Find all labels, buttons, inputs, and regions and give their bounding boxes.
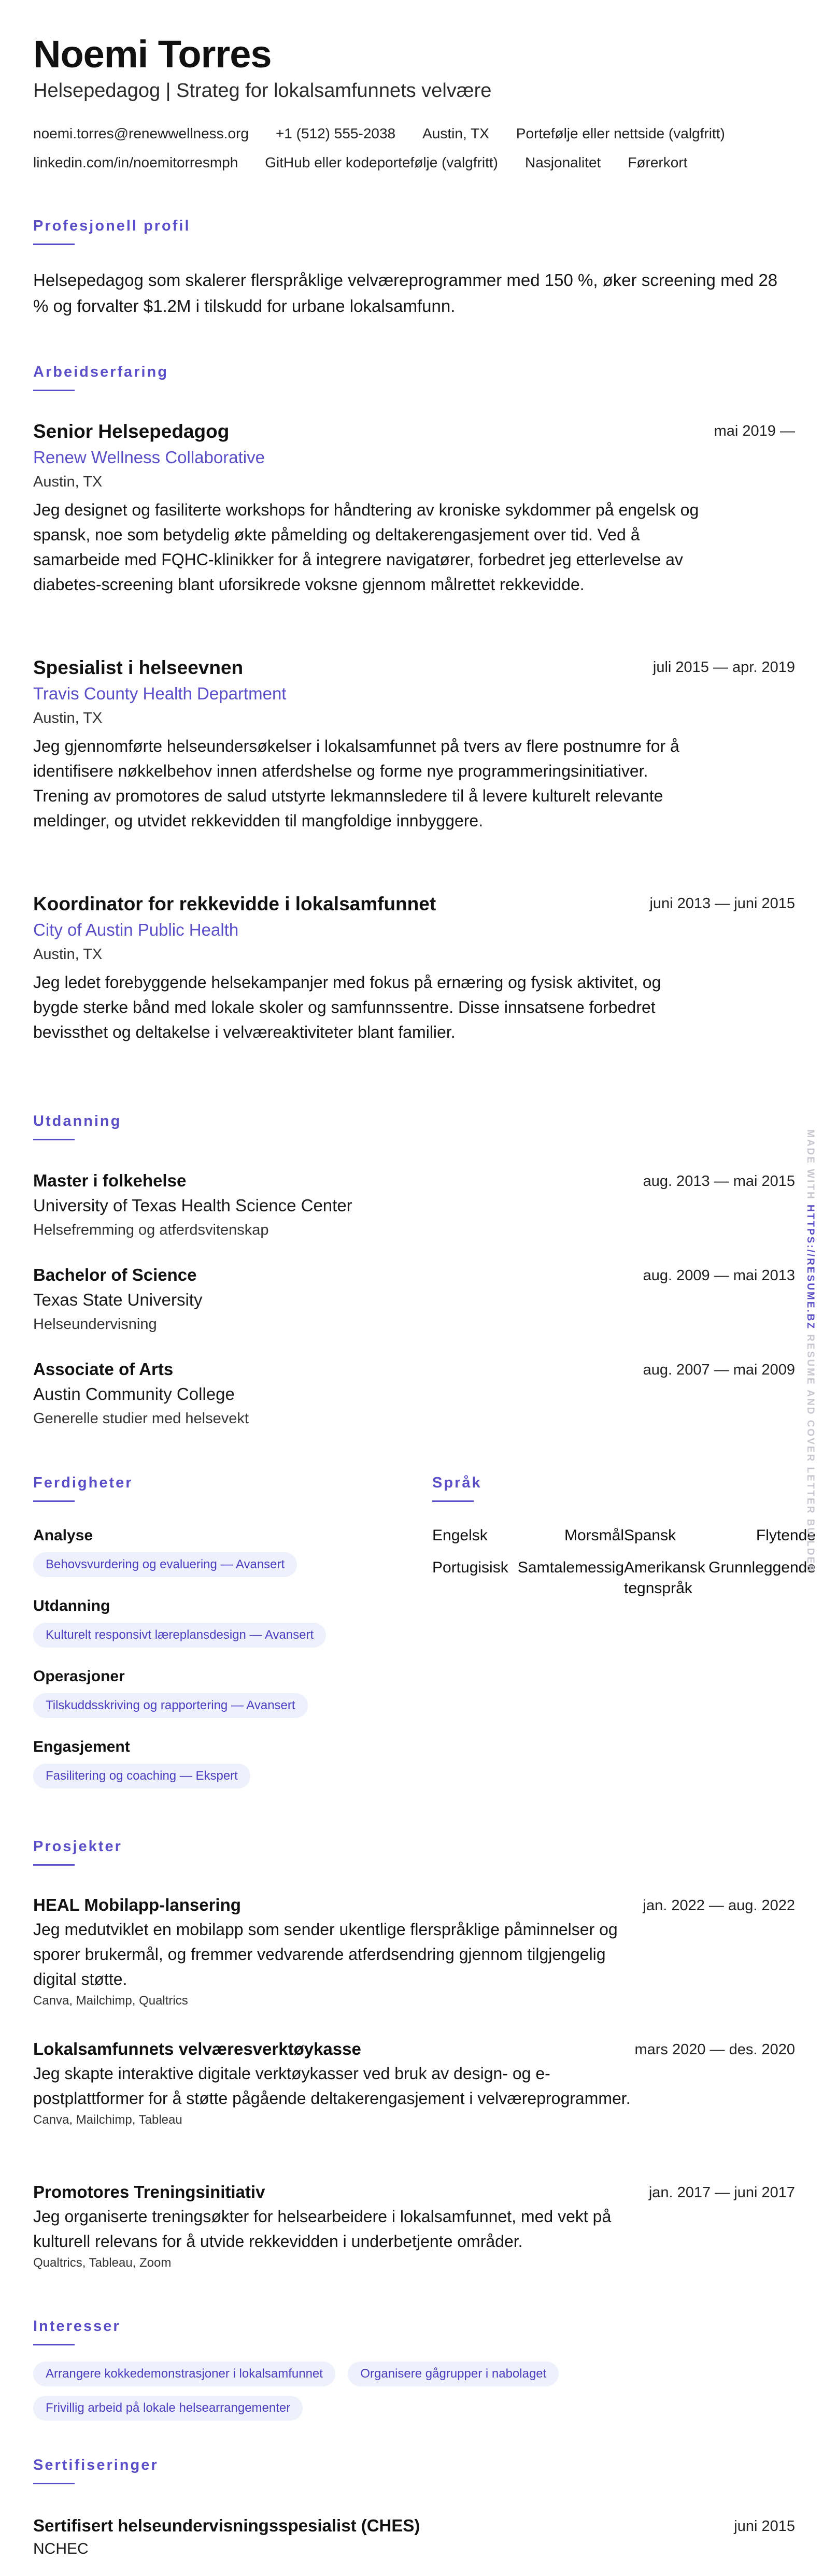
contact-linkedin[interactable]: linkedin.com/in/noemitorresmph: [33, 154, 238, 170]
project-dates: jan. 2017 — juni 2017: [648, 2184, 795, 2201]
project-title: HEAL Mobilapp-lansering: [33, 1895, 241, 1914]
watermark-suffix: RESUME AND COVER LETTER BUILDER: [805, 1334, 816, 1574]
field-of-study: Helseundervisning: [33, 1316, 157, 1333]
language-name: Amerikansk tegnspråk: [624, 1559, 705, 1597]
project-entry: [33, 1893, 795, 2010]
contact-github[interactable]: GitHub eller kodeportefølje (valgfritt): [265, 154, 499, 170]
education-entry: [33, 1357, 795, 1430]
experience-heading: Arbeidserfaring: [33, 364, 168, 380]
language-name: Portugisisk: [432, 1559, 508, 1576]
skill-chip: Tilskuddsskriving og rapportering — Avansert: [33, 1693, 308, 1718]
employer-name: Travis County Health Department: [33, 684, 287, 703]
project-title: Promotores Treningsinitiativ: [33, 2182, 265, 2201]
job-dates: juni 2013 — juni 2015: [649, 895, 795, 912]
language-level: Morsmål: [564, 1527, 624, 1544]
skill-category: Utdanning: [33, 1597, 110, 1614]
skill-chip: Kulturelt responsivt læreplansdesign — Avansert: [33, 1623, 326, 1648]
job-location: Austin, TX: [33, 710, 103, 726]
profile-heading-rule: [33, 244, 75, 245]
candidate-headline: Helsepedagog | Strateg for lokalsamfunnets velvære: [33, 80, 492, 102]
projects-heading: Prosjekter: [33, 1838, 122, 1855]
degree-name: Associate of Arts: [33, 1359, 174, 1379]
language-item: [432, 1525, 624, 1546]
certification-title: Sertifisert helseundervisningsspesialist (CHES): [33, 2516, 420, 2535]
certification-issuer: NCHEC: [33, 2540, 89, 2557]
builder-watermark: [804, 1129, 816, 1573]
school-name: University of Texas Health Science Center: [33, 1196, 352, 1215]
project-tools: Canva, Mailchimp, Qualtrics: [33, 1994, 188, 2008]
language-item: [624, 1557, 816, 1599]
interests-list: [33, 2352, 707, 2421]
education-heading: Utdanning: [33, 1113, 122, 1129]
profile-summary: Helsepedagog som skalerer flerspråklige velværeprogrammer med 150 %, øker screening med 28 % og forvalter $1.2M i tilskudd for urbane lokalsamfunn.: [33, 270, 778, 316]
skill-chip: Fasilitering og coaching — Ekspert: [33, 1764, 250, 1788]
language-level: Grunnleggende: [708, 1559, 816, 1576]
interest-chip: Organisere gågrupper i nabolaget: [348, 2362, 559, 2386]
contact-portfolio[interactable]: Portefølje eller nettside (valgfritt): [516, 125, 725, 141]
job-description: Jeg gjennomførte helseundersøkelser i lokalsamfunnet på tvers av flere postnumre for å identifisere nøkkelbehov innen atferdshelse og forme nye programmeringsinitiativer. Trening av promotores de salud utstyrte lekmannsledere til å levere kulturelt relevante meldinger, og utvidet rekkevidden til mangfoldige innbyggere.: [33, 737, 679, 830]
skill-chip: Behovsvurdering og evaluering — Avansert: [33, 1552, 297, 1577]
project-description: Jeg medutviklet en mobilapp som sender ukentlige flerspråklige påminnelser og sporer brukermål, og fremmer vedvarende atferdsendring gjennom tilgjengelig digital støtte.: [33, 1920, 618, 1988]
skill-group: [33, 1665, 406, 1718]
project-tools: Canva, Mailchimp, Tableau: [33, 2113, 182, 2127]
language-level: Samtalemessig: [517, 1559, 624, 1576]
field-of-study: Helsefremming og atferdsvitenskap: [33, 1222, 269, 1238]
project-entry: [33, 2180, 795, 2272]
skills-heading: Ferdigheter: [33, 1475, 133, 1491]
projects-heading-rule: [33, 1864, 75, 1866]
project-description: Jeg skapte interaktive digitale verktøykasser ved bruk av design- og e-postplattformer for å støtte pågående deltakerengasjement i velværeprogrammer.: [33, 2064, 631, 2108]
education-dates: aug. 2013 — mai 2015: [643, 1173, 795, 1190]
language-row: [432, 1557, 816, 1599]
skill-group: [33, 1595, 406, 1648]
skills-heading-rule: [33, 1500, 75, 1502]
education-dates: aug. 2009 — mai 2013: [643, 1267, 795, 1284]
education-entry: [33, 1169, 795, 1241]
interests-heading: Interesser: [33, 2318, 121, 2335]
school-name: Austin Community College: [33, 1384, 235, 1404]
certifications-heading: Sertifiseringer: [33, 2457, 159, 2473]
skill-group: [33, 1736, 406, 1788]
job-title: Koordinator for rekkevidde i lokalsamfunnet: [33, 893, 436, 914]
project-tools: Qualtrics, Tableau, Zoom: [33, 2256, 172, 2270]
skill-category: Analyse: [33, 1527, 93, 1544]
job-dates: juli 2015 — apr. 2019: [652, 659, 795, 676]
school-name: Texas State University: [33, 1290, 203, 1309]
certification-date: juni 2015: [734, 2518, 795, 2535]
education-dates: aug. 2007 — mai 2009: [643, 1362, 795, 1378]
skill-category: Operasjoner: [33, 1668, 125, 1685]
job-location: Austin, TX: [33, 946, 103, 963]
contact-drivers-license: Førerkort: [628, 154, 688, 170]
candidate-name: Noemi Torres: [33, 33, 272, 76]
education-entry: [33, 1263, 795, 1336]
language-name: Engelsk: [432, 1527, 488, 1544]
project-dates: jan. 2022 — aug. 2022: [643, 1897, 795, 1914]
certifications-heading-rule: [33, 2483, 75, 2484]
job-description: Jeg designet og fasiliterte workshops for håndtering av kroniske sykdommer på engelsk og spansk, noe som betydelig økte påmelding og deltakerengasjement over tid. Ved å samarbeide med FQHC-klinikker for å integrere navigatører, forbedret jeg etterlevelse av diabetes-screening blant uforsikrede voksne gjennom målrettet rekkevidde.: [33, 500, 699, 594]
job-description: Jeg ledet forebyggende helsekampanjer med fokus på ernæring og fysisk aktivitet, og bygde sterke bånd med lokale skoler og samfunnssentre. Disse innsatsene forbedret bevissthet og deltakelse i velværeaktiviteter blant familier.: [33, 973, 661, 1041]
language-item: [432, 1557, 624, 1599]
languages-heading: Språk: [432, 1475, 482, 1491]
contact-row-primary: [33, 125, 725, 142]
profile-heading: Profesjonell profil: [33, 218, 191, 234]
project-title: Lokalsamfunnets velværesverktøykasse: [33, 2039, 361, 2058]
education-heading-rule: [33, 1139, 75, 1140]
language-row: [432, 1525, 816, 1546]
job-dates: mai 2019 —: [714, 423, 795, 439]
contact-phone[interactable]: +1 (512) 555-2038: [275, 125, 396, 141]
field-of-study: Generelle studier med helsevekt: [33, 1410, 249, 1427]
project-entry: [33, 2037, 795, 2129]
certification-entry: [33, 2514, 795, 2560]
job-title: Senior Helsepedagog: [33, 421, 230, 442]
experience-entry: [33, 655, 795, 833]
job-title: Spesialist i helseevnen: [33, 657, 244, 678]
employer-name: City of Austin Public Health: [33, 920, 239, 939]
skill-group: [33, 1524, 406, 1577]
contact-location: Austin, TX: [422, 125, 489, 141]
language-level: Flytende: [756, 1527, 816, 1544]
contact-email[interactable]: noemi.torres@renewwellness.org: [33, 125, 249, 141]
experience-entry: [33, 419, 795, 597]
watermark-link[interactable]: HTTPS://RESUME.BZ: [805, 1205, 816, 1330]
contact-row-secondary: [33, 154, 687, 171]
language-item: [624, 1525, 816, 1546]
interest-chip: Frivillig arbeid på lokale helsearrangementer: [33, 2396, 303, 2421]
interests-heading-rule: [33, 2344, 75, 2345]
project-dates: mars 2020 — des. 2020: [634, 2041, 795, 2058]
project-description: Jeg organiserte treningsøkter for helsearbeidere i lokalsamfunnet, med vekt på kulturell relevans for å utvide rekkevidden i underbetjente områder.: [33, 2207, 612, 2251]
contact-nationality: Nasjonalitet: [525, 154, 601, 170]
interest-chip: Arrangere kokkedemonstrasjoner i lokalsamfunnet: [33, 2362, 335, 2386]
degree-name: Bachelor of Science: [33, 1265, 197, 1284]
experience-heading-rule: [33, 390, 75, 391]
employer-name: Renew Wellness Collaborative: [33, 448, 265, 467]
degree-name: Master i folkehelse: [33, 1171, 187, 1190]
languages-heading-rule: [432, 1500, 474, 1502]
job-location: Austin, TX: [33, 474, 103, 490]
language-name: Spansk: [624, 1527, 676, 1544]
watermark-prefix: MADE WITH: [805, 1129, 816, 1200]
experience-entry: [33, 891, 795, 1044]
skill-category: Engasjement: [33, 1738, 130, 1755]
